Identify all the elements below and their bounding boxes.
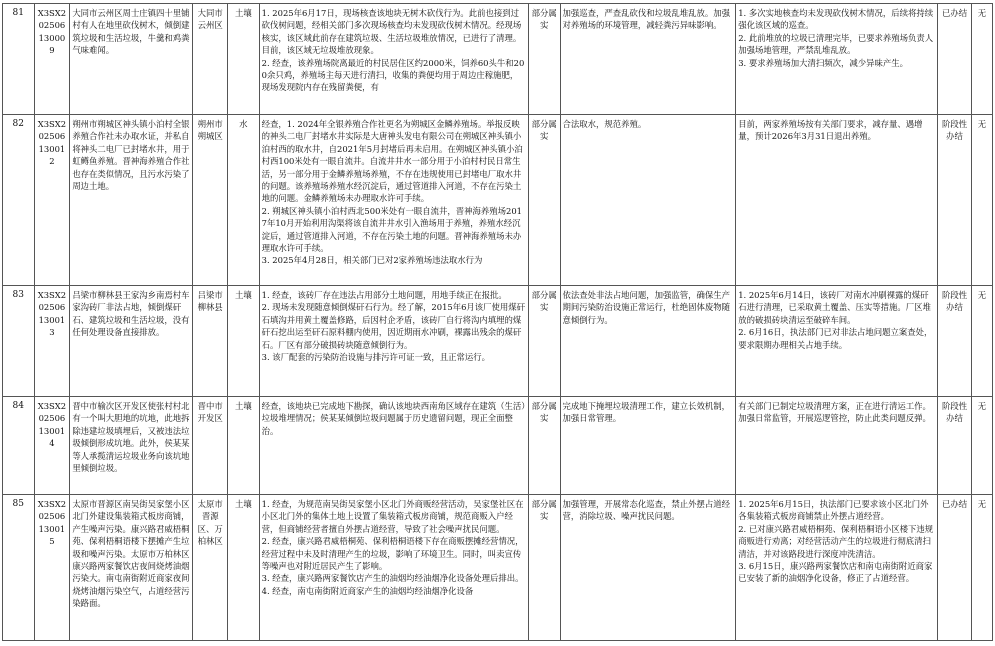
row-number: 83 [12,290,24,300]
rectification-cell [736,397,938,495]
rectification-paragraph: 有关部门已制定垃圾清理方案，正在进行清运工作。加强日常监管，开展巡逻管控，防止此类问题反弹。 [738,401,931,424]
status-cell [938,4,972,115]
accountability-text: 无 [977,119,987,129]
pollution-type: 土壤 [234,401,252,411]
region-text: 晋中市开发区 [197,401,223,424]
petition-table [2,3,993,641]
handling-cell [560,495,736,641]
table-body [3,4,993,641]
case-code: X3SX202506130009 [37,8,67,56]
finding-paragraph: 经查，该地块已完成地下勘探，确认该地块西南角区域存在建筑（生活）垃圾堆埋情况；侯某某倾倒垃圾问题属于历史遗留问题，现正全面整治。 [261,401,526,436]
findings-cell [259,397,528,495]
finding-paragraph: 1. 经查，该砖厂存在违法占用部分土地问题，用地手续正在报批。 [261,290,507,300]
rectification-paragraph: 1. 多次实地核查均未发现砍伐树木情况，后续将持续强化该区域的巡查。 [738,8,934,31]
finding-paragraph: 3. 经查，康兴路两家餐饮店产生的油烟均经油烟净化设备处理后排出。 [261,573,524,584]
table-row [3,4,993,115]
rectification-paragraph: 3. 6月15日，康兴路两家餐饮店和南屯南街附近商家已安装了新的油烟净化设备，修正了占道经营。 [738,561,933,584]
complaint-text: 朔州市朔城区神头镇小泊村全银养殖合作社未办取水证，并私自将神头二电厂已封堵水井，用于虹鳟鱼养殖。晋神海养殖合作社也存在类似情况，且污水污染了周边土地。 [72,119,190,192]
region-text: 大同市云州区 [197,8,223,31]
findings-cell [259,115,528,286]
row-number-cell [3,4,35,115]
handling-cell [560,115,736,286]
region-cell [193,495,228,641]
rectification-paragraph: 2. 6月16日，执法部门已对非法占地问题立案查处，要求限期办理相关占地手续。 [738,327,933,350]
verdict-text: 部分属实 [531,290,557,313]
pollution-type-cell [228,397,260,495]
verdict-cell [528,397,560,495]
accountability-cell [971,397,992,495]
complaint-cell [70,397,193,495]
accountability-cell [971,495,992,641]
complaint-text: 大同市云州区周士庄镇四十里铺村有人在地里砍伐树木，倾倒建筑垃圾和生活垃圾，牛羹和鸡粪气味难闻。 [72,8,190,56]
verdict-cell [528,495,560,641]
table-row [3,115,993,286]
region-text: 朔州市朔城区 [197,119,223,142]
case-code-cell [34,286,70,397]
row-number: 82 [12,119,24,129]
pollution-type: 水 [239,119,248,129]
complaint-text: 吕梁市柳林县王家沟乡南焉村车家沟砖厂非法占地，倾倒煤矸石、建筑垃圾和生活垃圾，没有任何处理设备直接排放。 [72,290,190,338]
region-text: 太原市晋源区、万柏林区 [197,499,223,547]
findings-cell [259,4,528,115]
finding-paragraph: 经查，1. 2024年全银养殖合作社更名为朔城区金鳞养殖场。举报反映的神头二电厂封堵水井实际是大唐神头发电有限公司在朔城区神头镇小泊村西的取水井，自2021年5月封堵后再未启用。在朔城区神头镇小泊村西100米处有一眼自流井。自流井井水一部分用于小泊村村民日常生活，另一部分用于金鳞养殖场养殖，不存在违规使用已封堵电厂取水井的问题。该养殖场养殖水经沉淀后，通过管道排入河道，不存在污染土地的问题。金鳞养殖场未办理取水许可手续。 [261,119,523,204]
status-cell [938,495,972,641]
rectification-paragraph: 2. 此前堆放的垃圾已清理完毕，已要求养殖场负责人加强场地管理，严禁乱堆乱放。 [738,32,934,56]
status-cell [938,397,972,495]
verdict-text: 部分属实 [531,401,557,424]
rectification-paragraph: 1. 2025年6月14日，该砖厂对南水冲刷裸露的煤矸石进行清理，已采取黄土覆盖、压实等措施。厂区堆放的破损砖块清运至破碎车间。 [738,290,931,325]
verdict-text: 部分属实 [531,119,557,142]
rectification-cell [736,495,938,641]
rectification-paragraph: 2. 已对康兴路君威梧桐苑、保利梧桐语小区楼下违规商贩进行劝离；对经营活动产生的垃圾进行彻底清扫清洁，并对该路段进行深度冲洗清洁。 [738,523,934,559]
table-row [3,286,993,397]
case-code: X3SX202506130014 [37,401,67,449]
pollution-type: 土壤 [234,499,252,509]
complaint-cell [70,495,193,641]
finding-paragraph: 3. 该厂配套的污染防治设施与排污许可证一致，且正常运行。 [261,352,491,363]
table-row [3,495,993,641]
case-code-cell [34,4,70,115]
finding-paragraph: 2. 经查，该养殖场院离最近的村民居住区约2000米，饲养60头牛和200余只鸡，养殖场主每天进行清扫，收集的粪便均用于周边庄稼施肥，现场发现院内存在残留粪便，有 [261,57,525,93]
accountability-cell [971,286,992,397]
findings-cell [259,495,528,641]
status-text: 阶段性办结 [941,290,968,313]
case-code-cell [34,115,70,286]
table-row [3,397,993,495]
handling-text: 完成地下掩埋垃圾清理工作，建立长效机制，加强日常管理。 [562,401,731,424]
status-cell [938,115,972,286]
rectification-cell [736,115,938,286]
status-cell [938,286,972,397]
pollution-type-cell [228,4,260,115]
finding-paragraph: 1. 经查，为规范南吴街吴家堡小区北门外商贩经营活动，吴家堡社区在小区北门外的集体土地上设置了集装箱式板房商铺，规范商贩入户经营，但商铺经营者擅自外摆占道经营，导致了社会噪声扰民问题。 [261,499,524,534]
accountability-text: 无 [977,290,987,300]
row-number: 84 [12,401,24,411]
case-code: X3SX202506130012 [37,119,67,167]
complaint-cell [70,4,193,115]
region-cell [193,4,228,115]
region-cell [193,397,228,495]
verdict-text: 部分属实 [531,499,557,522]
complaint-text: 晋中市榆次区开发区使张村村北有一个叫大胆地的坑地，此地拆除违建垃圾填埋后，又被违法垃圾倾倒形成坑地。此外，侯某某等人承揽清运垃圾业务向该坑地里倾倒垃圾。 [72,401,190,474]
status-text: 已办结 [941,499,968,509]
region-cell [193,115,228,286]
case-code: X3SX202506130015 [37,499,67,547]
case-code-cell [34,397,70,495]
verdict-cell [528,286,560,397]
verdict-cell [528,4,560,115]
finding-paragraph: 2. 现场未发现随意倾倒煤矸石行为。经了解，2015年6月该厂使用煤矸石填沟并用黄土覆盖修路，后因村企矛盾，该砖厂自行将沟内填埋的煤矸石挖出运至矸石原料棚内使用，因近期雨水冲刷，裸露出残余的煤矸石。厂区有部分破损砖块随意倾倒行为。 [261,302,526,350]
handling-text: 依法查处非法占地问题，加强监管，确保生产期间污染防治设施正常运行，杜绝固体废物随意倾倒行为。 [562,290,731,325]
status-text: 已办结 [941,8,968,18]
handling-text: 加强巡查，严查乱砍伐和垃圾乱堆乱放。加强对养殖场的环境管理，减轻粪污异味影响。 [562,8,731,31]
status-text: 阶段性办结 [941,401,968,424]
pollution-type-cell [228,115,260,286]
complaint-cell [70,115,193,286]
pollution-type: 土壤 [234,290,252,300]
finding-paragraph: 2. 朔城区神头镇小泊村西北500米处有一眼自流井，晋神海养殖场2017年10月开始利用沟渠将该自流井井水引入渔场用于养殖，养殖水经沉淀后，通过管道排入河道，不存在污染土地的问题。晋神海养殖场未办理取水许可手续。 [261,205,523,254]
row-number: 81 [12,8,24,18]
finding-paragraph: 2. 经查，康兴路君威梧桐苑、保利梧桐语楼下存在商贩摆摊经营情况，经营过程中未及时清理产生的垃圾，影响了环境卫生。同时，叫卖宣传等噪声也对附近居民产生了影响。 [261,536,524,572]
handling-cell [560,286,736,397]
region-text: 吕梁市柳林县 [197,290,223,313]
rectification-cell [736,4,938,115]
pollution-type-cell [228,286,260,397]
region-cell [193,286,228,397]
complaint-text: 太原市晋源区南吴街吴家堡小区北门外建设集装箱式板房商铺，产生噪声污染。康兴路君威梧桐苑、保利梧桐语楼下摆摊产生垃圾和噪声污染。太原市万柏林区康兴路两家餐饮店夜间烧烤油烟污染大。南屯南街附近商家夜间烧烤油烟污染空气，占道经营污染路面。 [72,499,190,609]
finding-paragraph: 4. 经查，南屯南街附近商家产生的油烟均经油烟净化设备 [261,585,474,596]
accountability-text: 无 [977,8,987,18]
case-code-cell [34,495,70,641]
row-number-cell [3,115,35,286]
pollution-type-cell [228,495,260,641]
accountability-text: 无 [977,401,987,411]
handling-cell [560,397,736,495]
row-number-cell [3,286,35,397]
accountability-cell [971,4,992,115]
handling-text: 加强管理，开展常态化巡查，禁止外摆占道经营，消除垃圾、噪声扰民问题。 [562,499,731,522]
finding-paragraph: 1. 2025年6月17日，现场核查该地块无树木砍伐行为。此前也接到过砍伐树问题，经相关部门多次现场核查均未发现砍伐树木情况。经现场核实，该区域此前存在建筑垃圾、生活垃圾堆放情况，已进行了清理。目前，该区域无垃圾堆放现象。 [261,8,522,56]
pollution-type: 土壤 [234,8,252,18]
status-text: 阶段性办结 [941,119,968,142]
verdict-cell [528,115,560,286]
complaint-cell [70,286,193,397]
findings-cell [259,286,528,397]
case-code: X3SX202506130013 [37,290,67,338]
rectification-paragraph: 目前，两家养殖场按有关部门要求，减存量、遇增量，预计2026年3月31日退出养殖。 [738,119,923,142]
row-number-cell [3,495,35,641]
rectification-cell [736,286,938,397]
verdict-text: 部分属实 [531,8,557,31]
rectification-paragraph: 3. 要求养殖场加大清扫频次，减少异味产生。 [738,57,908,68]
accountability-cell [971,115,992,286]
accountability-text: 无 [977,499,987,509]
row-number-cell [3,397,35,495]
handling-cell [560,4,736,115]
row-number: 85 [12,499,24,509]
handling-text: 合法取水，规范养殖。 [562,119,647,129]
finding-paragraph: 3. 2025年4月28日，相关部门已对2家养殖场违法取水行为 [261,255,483,266]
rectification-paragraph: 1. 2025年6月15日，执法部门已要求该小区北门外各集装箱式板房商铺禁止外摆占道经营。 [738,499,929,522]
